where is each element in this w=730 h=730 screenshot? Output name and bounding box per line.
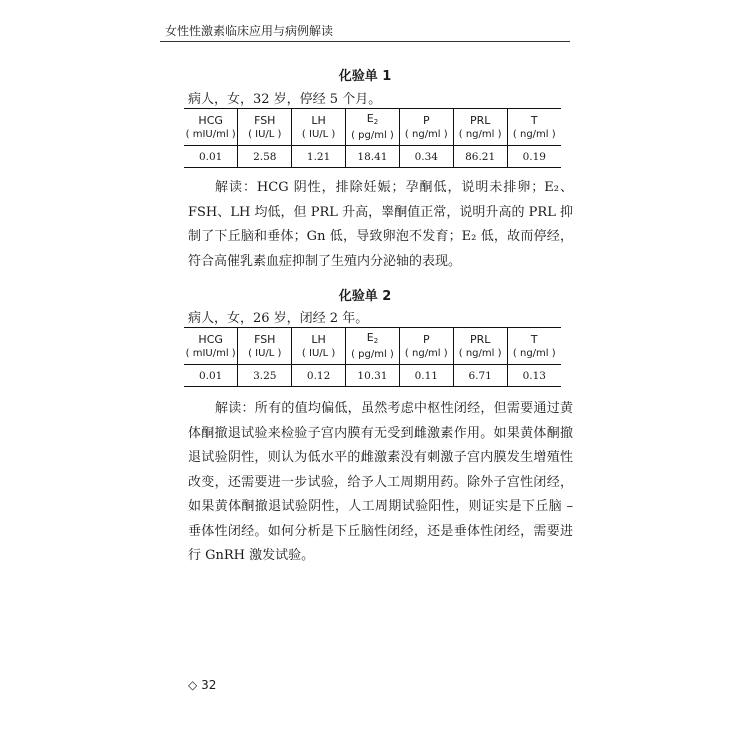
col-t: T ( ng/ml ) <box>507 109 561 146</box>
report2-header-row <box>184 328 561 365</box>
diamond-icon: ◇ <box>188 678 198 692</box>
col-t: T ( ng/ml ) <box>507 328 561 365</box>
table-cell: 0.19 <box>507 146 561 168</box>
report1-interpretation: 解读：HCG 阴性，排除妊娠；孕酮低，说明未排卵；E₂、FSH、LH 均低，但 PRL 升高，睾酮值正常，说明升高的 PRL 抑制了下丘脑和垂体；Gn 低，导致卵泡不发育；E₂ 低，故而停经，符合高催乳素血症抑制了生殖内分泌轴的表现。 <box>188 180 573 269</box>
report1-patient: 病人，女，32 岁，停经 5 个月。 <box>188 92 382 107</box>
table-cell: 2.58 <box>238 146 292 168</box>
report2-title: 化验单 2 <box>338 289 392 304</box>
report2-value-row <box>184 365 561 387</box>
table-cell: 6.71 <box>453 365 507 387</box>
col-e2: $E_2$ ( pg/ml ) <box>346 109 400 146</box>
table-cell: 0.01 <box>184 146 238 168</box>
table-cell: 0.12 <box>292 365 346 387</box>
col-fsh: FSH ( IU/L ) <box>238 109 292 146</box>
col-p: P ( ng/ml ) <box>399 109 453 146</box>
report2-patient: 病人，女，26 岁，闭经 2 年。 <box>188 311 369 326</box>
col-p: P ( ng/ml ) <box>399 328 453 365</box>
table-cell: 0.11 <box>399 365 453 387</box>
table-cell: 3.25 <box>238 365 292 387</box>
page-footer <box>188 678 216 692</box>
table-cell: 0.01 <box>184 365 238 387</box>
col-fsh: FSH ( IU/L ) <box>238 328 292 365</box>
table-cell: 10.31 <box>346 365 400 387</box>
table-cell: 18.41 <box>346 146 400 168</box>
running-header: 女性性激素临床应用与病例解读 <box>165 24 334 38</box>
table-cell: 0.13 <box>507 365 561 387</box>
report1-table <box>184 108 561 168</box>
table-cell: 86.21 <box>453 146 507 168</box>
table-cell: 1.21 <box>292 146 346 168</box>
col-prl: PRL ( ng/ml ) <box>453 328 507 365</box>
report1-header-row <box>184 109 561 146</box>
page-number: 32 <box>201 678 217 692</box>
col-hcg: HCG ( mIU/ml ) <box>184 109 238 146</box>
report2-table <box>184 327 561 387</box>
report2-interpretation: 解读：所有的值均偏低，虽然考虑中枢性闭经，但需要通过黄体酮撤退试验来检验子宫内膜有无受到雌激素作用。如果黄体酮撤退试验阴性，则认为低水平的雌激素没有刺激子宫内膜发生增殖性改变，还需要进一步试验，给予人工周期用药。除外子宫性闭经，如果黄体酮撤退试验阴性，人工周期试验阳性，则证实是下丘脑 – 垂体性闭经。如何分析是下丘脑性闭经，还是垂体性闭经，需要进行 GnRH 激发试验。 <box>188 401 573 563</box>
report1-title: 化验单 1 <box>338 69 392 84</box>
col-prl: PRL ( ng/ml ) <box>453 109 507 146</box>
col-e2: $E_2$ ( pg/ml ) <box>346 328 400 365</box>
col-lh: LH ( IU/L ) <box>292 328 346 365</box>
header-rule <box>160 41 570 42</box>
col-lh: LH ( IU/L ) <box>292 109 346 146</box>
table-cell: 0.34 <box>399 146 453 168</box>
report1-value-row <box>184 146 561 168</box>
col-hcg: HCG ( mIU/ml ) <box>184 328 238 365</box>
